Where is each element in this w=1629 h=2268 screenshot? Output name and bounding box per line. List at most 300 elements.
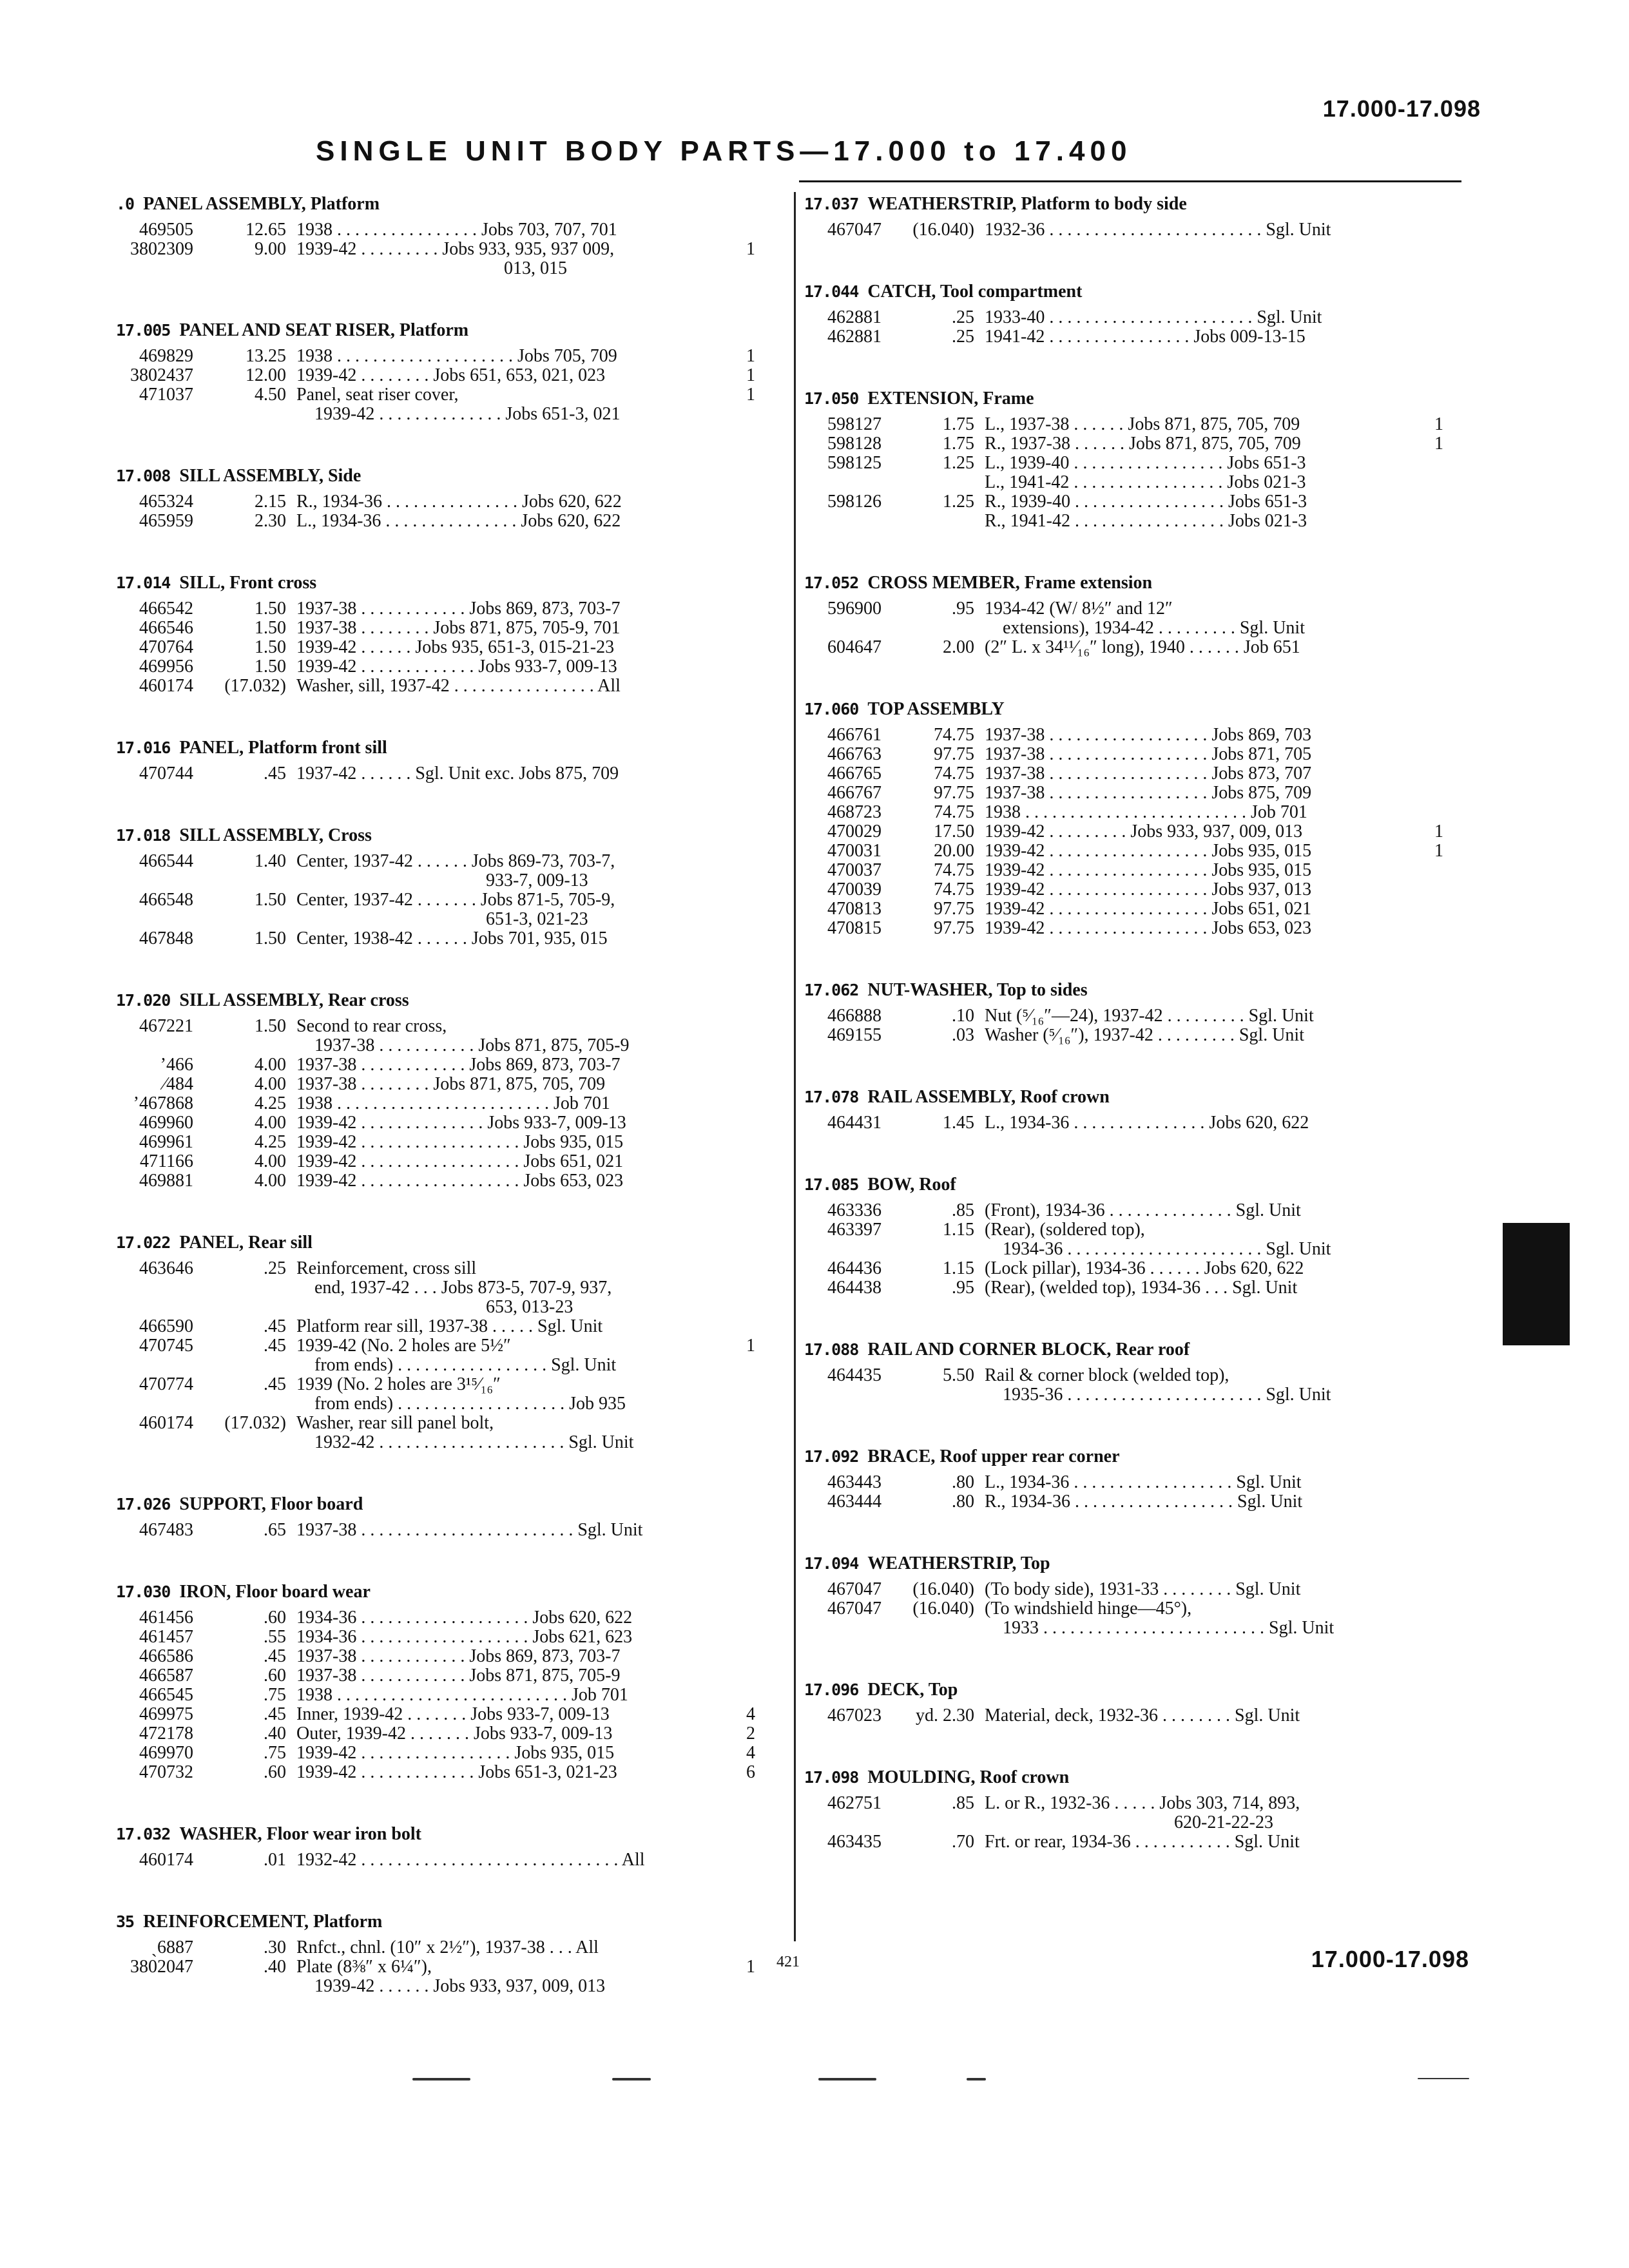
part-quantity: 1 (746, 385, 755, 405)
part-number: 470031 (827, 841, 882, 861)
part-number: 469881 (139, 1171, 193, 1191)
part-quantity (1397, 1473, 1443, 1492)
part-description: Nut (⁵⁄₁₆″—24), 1937-42 . . . . . . . . . Sgl. Unit (985, 1006, 1314, 1026)
part-row (116, 1608, 780, 1628)
part-quantity (709, 1075, 755, 1094)
part-number: 466586 (139, 1646, 193, 1666)
catalog-section (804, 1173, 1474, 1298)
part-number: 468723 (827, 802, 882, 822)
part-quantity: 1 (746, 239, 755, 259)
section-number: 17.052 (804, 573, 859, 592)
part-price: .45 (264, 1316, 286, 1336)
section-number: .0 (116, 195, 135, 213)
scan-smudge (1418, 2078, 1469, 2079)
part-price: .95 (952, 1278, 974, 1298)
section-heading (116, 823, 780, 848)
part-price: 1.25 (943, 492, 974, 512)
part-price: 5.50 (943, 1365, 974, 1385)
column-divider (794, 192, 796, 1941)
part-price: (16.040) (912, 1579, 974, 1599)
part-description: 1939-42 . . . . . . . . . . . . . . . . . . Jobs 651, 021 (985, 899, 1312, 919)
part-description: 1938 . . . . . . . . . . . . . . . . . . . . Jobs 705, 709 (296, 346, 617, 366)
part-price: (17.032) (224, 676, 286, 696)
part-quantity (1397, 454, 1443, 492)
part-description: 1939-42 . . . . . . . . . . . . . . . . . . Jobs 935, 015 (985, 860, 1312, 880)
part-quantity (709, 1055, 755, 1075)
part-price: 2.00 (943, 637, 974, 657)
part-quantity (709, 929, 755, 948)
part-quantity (709, 677, 755, 696)
part-price: 74.75 (934, 725, 974, 745)
part-description: 1937-38 . . . . . . . . Jobs 871, 875, 705-9, 701 (296, 618, 621, 638)
section-heading (116, 736, 780, 760)
section-heading (804, 1765, 1474, 1790)
page-title: SINGLE UNIT BODY PARTS—17.000 to 17.400 (316, 135, 1132, 167)
part-description: Plate (8⅜″ x 6¼″), 1939-42 . . . . . . Jobs 933, 937, 009, 013 (296, 1957, 606, 1996)
part-quantity (709, 890, 755, 929)
part-description: 1939-42 . . . . . . . . . . . . . Jobs 651-3, 021-23 (296, 1762, 617, 1782)
part-description: 1934-42 (W/ 8½″ and 12″ extensions), 1934-42 . . . . . . . . . Sgl. Unit (985, 599, 1305, 638)
part-price: 20.00 (934, 841, 974, 861)
part-description: Outer, 1939-42 . . . . . . . Jobs 933-7, 009-13 (296, 1724, 613, 1744)
catalog-section (804, 1765, 1474, 1852)
part-description: (To windshield hinge—45°), 1933 . . . . . . . . . . . . . . . . . . . . . . . . . Sgl. Unit (985, 1599, 1335, 1638)
part-row (116, 1259, 780, 1317)
part-price: .40 (264, 1957, 286, 1977)
part-quantity: 2 (746, 1724, 755, 1744)
part-row (116, 1744, 780, 1763)
section-name: WEATHERSTRIP, Top (867, 1553, 1050, 1573)
part-description: 1938 . . . . . . . . . . . . . . . . . . . . . . . . . Job 701 (985, 802, 1307, 822)
part-row (116, 1414, 780, 1452)
part-number: 470774 (139, 1374, 193, 1394)
catalog-section (116, 571, 780, 696)
part-quantity: 1 (1434, 434, 1443, 454)
section-heading (804, 1678, 1474, 1702)
part-price: .85 (952, 1793, 974, 1813)
part-price: (16.040) (912, 1599, 974, 1619)
section-heading (116, 1492, 780, 1517)
catalog-section (804, 280, 1474, 347)
part-description: 1939-42 . . . . . . . . . . . . . . . . . . Jobs 653, 023 (985, 918, 1312, 938)
part-quantity (709, 1113, 755, 1133)
part-price: 97.75 (934, 783, 974, 803)
part-number: 604647 (827, 637, 882, 657)
part-row (116, 890, 780, 929)
part-quantity (709, 1017, 755, 1055)
header-rule (799, 180, 1461, 182)
part-description: 1937-38 . . . . . . . . . . . . . . . . . . Jobs 873, 707 (985, 764, 1312, 783)
part-number: 3802047 (130, 1957, 193, 1977)
catalog-section (116, 1822, 780, 1870)
part-number: 463397 (827, 1220, 882, 1240)
part-price: 17.50 (934, 822, 974, 841)
part-price: 1.50 (255, 928, 286, 948)
part-quantity: 1 (746, 1957, 755, 1977)
part-number: 463443 (827, 1472, 882, 1492)
part-row (116, 1686, 780, 1705)
part-row (116, 347, 780, 366)
part-quantity: 1 (746, 365, 755, 385)
part-row (116, 385, 780, 424)
section-number: 17.014 (116, 573, 171, 592)
part-quantity (709, 852, 755, 890)
section-name: PANEL ASSEMBLY, Platform (143, 194, 380, 214)
part-number: 464431 (827, 1113, 882, 1133)
part-description: Platform rear sill, 1937-38 . . . . . Sgl. Unit (296, 1316, 603, 1336)
section-name: SUPPORT, Floor board (179, 1494, 363, 1514)
page-range-top: 17.000-17.098 (1322, 95, 1481, 122)
part-quantity (1397, 638, 1443, 657)
section-number: 17.018 (116, 826, 171, 845)
part-row (116, 1017, 780, 1055)
part-number: 466888 (827, 1006, 882, 1026)
part-description: 1939-42 . . . . . . . . . . . . . . . . . . Jobs 935, 015 (985, 841, 1312, 861)
part-number: 467047 (827, 1579, 882, 1599)
part-description: R., 1937-38 . . . . . . Jobs 871, 875, 705, 709 (985, 434, 1301, 454)
part-number: 472178 (139, 1724, 193, 1744)
section-name: RAIL ASSEMBLY, Roof crown (867, 1087, 1110, 1107)
part-description: Washer, sill, 1937-42 . . . . . . . . . . . . . . . . All (296, 676, 621, 696)
part-row (804, 1473, 1474, 1492)
part-row (116, 764, 780, 783)
part-quantity: 1 (1434, 822, 1443, 841)
part-quantity (1397, 1492, 1443, 1512)
part-price: .45 (264, 1374, 286, 1394)
part-quantity: 4 (746, 1743, 755, 1763)
section-name: WEATHERSTRIP, Platform to body side (867, 194, 1187, 214)
part-row (804, 745, 1474, 764)
part-quantity: 1 (746, 346, 755, 366)
part-price: 9.00 (255, 239, 286, 259)
part-row (804, 1366, 1474, 1405)
part-row (804, 1006, 1474, 1026)
part-number: 598127 (827, 414, 882, 434)
part-number: 596900 (827, 599, 882, 619)
part-row (804, 1259, 1474, 1278)
part-description: R., 1934-36 . . . . . . . . . . . . . . . . . . Sgl. Unit (985, 1492, 1303, 1512)
part-price: 1.50 (255, 657, 286, 677)
section-name: IRON, Floor board wear (179, 1582, 371, 1602)
catalog-section (116, 1231, 780, 1452)
section-name: RAIL AND CORNER BLOCK, Rear roof (867, 1340, 1190, 1360)
part-quantity (1397, 308, 1443, 327)
catalog-section (804, 192, 1474, 240)
part-row (804, 764, 1474, 783)
part-description: 1938 . . . . . . . . . . . . . . . . Jobs 703, 707, 701 (296, 220, 617, 240)
section-number: 17.022 (116, 1233, 171, 1252)
part-row (116, 240, 780, 278)
part-price: 4.00 (255, 1171, 286, 1191)
part-description: Reinforcement, cross sill end, 1937-42 . . . Jobs 873-5, 707-9, 937, 653, 013-23 (296, 1258, 612, 1317)
part-description: 1934-36 . . . . . . . . . . . . . . . . . . . Jobs 620, 622 (296, 1608, 633, 1628)
section-number: 17.032 (116, 1825, 171, 1843)
part-description: 1939 (No. 2 holes are 3¹⁵⁄₁₆″ from ends) . . . . . . . . . . . . . . . . . . . Job 935 (296, 1374, 626, 1414)
section-name: SILL ASSEMBLY, Cross (179, 825, 372, 845)
section-number: 17.050 (804, 389, 859, 408)
scan-smudge (612, 2078, 651, 2081)
part-description: Frt. or rear, 1934-36 . . . . . . . . . . . Sgl. Unit (985, 1832, 1300, 1852)
part-description: Rnfct., chnl. (10″ x 2½″), 1937-38 . . . All (296, 1937, 599, 1957)
part-price: 2.30 (255, 511, 286, 531)
part-quantity (1397, 1706, 1443, 1725)
section-number: 17.096 (804, 1680, 859, 1699)
part-quantity (709, 657, 755, 677)
part-description: 1937-38 . . . . . . . . . . . . Jobs 869, 873, 703-7 (296, 1055, 621, 1075)
part-row (804, 1201, 1474, 1220)
part-row (804, 492, 1474, 531)
section-name: EXTENSION, Frame (867, 389, 1034, 408)
section-name: PANEL AND SEAT RISER, Platform (179, 320, 469, 340)
part-description: 1939-42 . . . . . . . . . Jobs 933, 935, 937 009, 013, 015 (296, 239, 615, 278)
section-heading (116, 571, 780, 595)
section-name: TOP ASSEMBLY (867, 699, 1005, 719)
section-number: 17.062 (804, 981, 859, 999)
part-number: 470764 (139, 637, 193, 657)
catalog-section (804, 978, 1474, 1045)
part-price: 1.75 (943, 434, 974, 454)
part-quantity (1397, 1201, 1443, 1220)
part-description: 1939-42 . . . . . . . . . . . . . . . . . . Jobs 653, 023 (296, 1171, 624, 1191)
part-number: 461456 (139, 1608, 193, 1628)
section-heading (804, 1552, 1474, 1576)
section-number: 17.085 (804, 1175, 859, 1194)
part-row (116, 1763, 780, 1782)
section-heading (116, 1580, 780, 1604)
part-price: .60 (264, 1608, 286, 1628)
part-price: .01 (264, 1850, 286, 1870)
part-number: 470815 (827, 918, 882, 938)
part-row (116, 1336, 780, 1375)
section-heading (804, 387, 1474, 411)
part-row (804, 1580, 1474, 1599)
part-price: .80 (952, 1472, 974, 1492)
section-heading (804, 192, 1474, 216)
section-name: BOW, Roof (867, 1175, 956, 1195)
part-number: 462881 (827, 327, 882, 347)
part-quantity (1397, 327, 1443, 347)
part-number: 466544 (139, 851, 193, 871)
part-row (116, 1628, 780, 1647)
part-description: (Front), 1934-36 . . . . . . . . . . . . . . Sgl. Unit (985, 1200, 1301, 1220)
part-price: .40 (264, 1724, 286, 1744)
part-quantity: 1 (1434, 841, 1443, 861)
part-description: L., 1934-36 . . . . . . . . . . . . . . . . . . Sgl. Unit (985, 1472, 1302, 1492)
part-price: 1.25 (943, 453, 974, 473)
part-row (116, 1850, 780, 1870)
part-row (116, 599, 780, 619)
scan-smudge (967, 2078, 986, 2081)
part-price: 4.00 (255, 1113, 286, 1133)
part-quantity (1397, 1599, 1443, 1638)
part-quantity (709, 220, 755, 240)
catalog-section (804, 571, 1474, 657)
catalog-section (804, 1678, 1474, 1725)
section-number: 17.026 (116, 1495, 171, 1514)
part-price: 1.50 (255, 599, 286, 619)
part-price: .55 (264, 1627, 286, 1647)
part-quantity (709, 1850, 755, 1870)
part-row (804, 638, 1474, 657)
part-price: .60 (264, 1762, 286, 1782)
part-price: .45 (264, 764, 286, 783)
part-number: 466763 (827, 744, 882, 764)
part-quantity (709, 1317, 755, 1336)
part-quantity (1397, 803, 1443, 822)
part-quantity (1397, 599, 1443, 638)
part-number: ’467868 (133, 1093, 193, 1113)
section-number: 17.005 (116, 321, 171, 340)
part-quantity (709, 1666, 755, 1686)
part-quantity (1397, 1113, 1443, 1133)
page-range-bottom: 17.000-17.098 (1311, 1946, 1469, 1972)
part-row (804, 822, 1474, 841)
part-price: .25 (952, 307, 974, 327)
part-description: (To body side), 1931-33 . . . . . . . . Sgl. Unit (985, 1579, 1301, 1599)
part-description: 1939-42 . . . . . . . . Jobs 651, 653, 021, 023 (296, 365, 606, 385)
section-heading (804, 1445, 1474, 1469)
catalog-section (804, 1338, 1474, 1405)
part-quantity (709, 638, 755, 657)
part-number: 466548 (139, 890, 193, 910)
part-number: 466545 (139, 1685, 193, 1705)
section-name: SILL, Front cross (179, 573, 317, 593)
part-price: 1.15 (943, 1220, 974, 1240)
part-description: 1939-42 . . . . . . . . . . . . . Jobs 933-7, 009-13 (296, 657, 617, 677)
part-number: 467483 (139, 1520, 193, 1540)
part-row (804, 454, 1474, 492)
part-number: 466546 (139, 618, 193, 638)
part-number: 467047 (827, 220, 882, 240)
part-row (804, 783, 1474, 803)
part-description: 1933-40 . . . . . . . . . . . . . . . . . . . . . . . Sgl. Unit (985, 307, 1322, 327)
section-heading (116, 1910, 780, 1934)
part-price: .60 (264, 1666, 286, 1686)
right-column (804, 192, 1474, 1892)
section-number: 17.092 (804, 1447, 859, 1466)
thumb-index-tab (1503, 1223, 1570, 1345)
part-number: 465324 (139, 492, 193, 512)
part-description: 1934-36 . . . . . . . . . . . . . . . . . . . Jobs 621, 623 (296, 1627, 633, 1647)
part-quantity (1397, 1026, 1443, 1045)
part-description: (Rear), (welded top), 1934-36 . . . Sgl. Unit (985, 1278, 1298, 1298)
part-number: 3802437 (130, 365, 193, 385)
part-row (116, 1705, 780, 1724)
part-description: 1939-42 . . . . . . . . . . . . . . . . . . Jobs 937, 013 (985, 879, 1312, 899)
part-row (116, 1075, 780, 1094)
part-row (116, 638, 780, 657)
part-description: Rail & corner block (welded top), 1935-36 . . . . . . . . . . . . . . . . . . . . . . Sgl. Unit (985, 1365, 1331, 1405)
part-price: 1.40 (255, 851, 286, 871)
part-description: 1932-42 . . . . . . . . . . . . . . . . . . . . . . . . . . . . . All (296, 1850, 645, 1870)
section-name: CROSS MEMBER, Frame extension (867, 573, 1153, 593)
section-heading (804, 571, 1474, 595)
part-number: 470039 (827, 879, 882, 899)
part-row (804, 1492, 1474, 1512)
part-number: 3802309 (130, 239, 193, 259)
part-price: .75 (264, 1743, 286, 1763)
catalog-section (804, 697, 1474, 938)
part-row (116, 492, 780, 512)
section-number: 17.044 (804, 282, 859, 301)
part-price: .70 (952, 1832, 974, 1852)
scan-smudge (412, 2078, 470, 2081)
section-name: REINFORCEMENT, Platform (143, 1912, 383, 1932)
part-quantity (1397, 1259, 1443, 1278)
part-row (116, 1375, 780, 1414)
part-price: .45 (264, 1646, 286, 1666)
part-quantity (709, 1094, 755, 1113)
section-heading (116, 318, 780, 343)
part-number: 469155 (827, 1025, 882, 1045)
part-quantity (709, 599, 755, 619)
part-row (116, 1113, 780, 1133)
part-number: 466590 (139, 1316, 193, 1336)
part-description: R., 1939-40 . . . . . . . . . . . . . . . . . Jobs 651-3 R., 1941-42 . . . . . . . . . . . . . . . . . Jobs 021-3 (985, 492, 1307, 531)
part-price: 2.15 (255, 492, 286, 512)
part-number: 460174 (139, 1850, 193, 1870)
part-price: 4.25 (255, 1093, 286, 1113)
part-price: 1.15 (943, 1258, 974, 1278)
part-description: 1937-38 . . . . . . . . Jobs 871, 875, 705, 709 (296, 1074, 606, 1094)
part-quantity (1397, 764, 1443, 783)
section-name: CATCH, Tool compartment (867, 282, 1083, 302)
section-number: 17.060 (804, 700, 859, 718)
part-price: .45 (264, 1336, 286, 1356)
part-description: Washer, rear sill panel bolt, 1932-42 . . . . . . . . . . . . . . . . . . . . . Sgl. Unit (296, 1413, 634, 1452)
part-number: 467023 (827, 1706, 882, 1725)
part-number: 462881 (827, 307, 882, 327)
catalog-section (116, 736, 780, 783)
part-description: 1937-38 . . . . . . . . . . . . . . . . . . Jobs 875, 709 (985, 783, 1312, 803)
section-name: SILL ASSEMBLY, Side (179, 466, 361, 486)
part-number: 464436 (827, 1258, 882, 1278)
part-description: 1937-38 . . . . . . . . . . . . Jobs 869, 873, 703-7 (296, 1646, 621, 1666)
section-name: SILL ASSEMBLY, Rear cross (179, 990, 409, 1010)
catalog-section (116, 464, 780, 531)
part-number: 598125 (827, 453, 882, 473)
part-quantity (709, 1152, 755, 1171)
part-row (116, 366, 780, 385)
page-number: 421 (776, 1954, 800, 1970)
part-description: 1939-42 (No. 2 holes are 5½″ from ends) . . . . . . . . . . . . . . . . . Sgl. Unit (296, 1336, 617, 1375)
part-description: 1939-42 . . . . . . . . . . . . . . . . . . Jobs 651, 021 (296, 1151, 624, 1171)
section-name: DECK, Top (867, 1680, 958, 1700)
part-number: 598126 (827, 492, 882, 512)
part-price: 4.50 (255, 385, 286, 405)
part-description: 1937-38 . . . . . . . . . . . . . . . . . . . . . . . . Sgl. Unit (296, 1520, 643, 1540)
catalog-section (804, 1085, 1474, 1133)
part-description: (Lock pillar), 1934-36 . . . . . . Jobs 620, 622 (985, 1258, 1304, 1278)
part-description: 1941-42 . . . . . . . . . . . . . . . . Jobs 009-13-15 (985, 327, 1306, 347)
catalog-section (116, 988, 780, 1191)
part-quantity (709, 1521, 755, 1540)
part-quantity: 4 (746, 1704, 755, 1724)
part-quantity (709, 492, 755, 512)
section-number: 17.008 (116, 466, 171, 485)
part-quantity (709, 1628, 755, 1647)
catalog-section (116, 1492, 780, 1540)
section-number: 17.020 (116, 991, 171, 1010)
catalog-section (116, 192, 780, 278)
part-number: 463444 (827, 1492, 882, 1512)
part-row (804, 1220, 1474, 1259)
part-number: 470744 (139, 764, 193, 783)
part-number: 469975 (139, 1704, 193, 1724)
part-number: 466587 (139, 1666, 193, 1686)
section-number: 17.078 (804, 1088, 859, 1106)
part-row (804, 803, 1474, 822)
